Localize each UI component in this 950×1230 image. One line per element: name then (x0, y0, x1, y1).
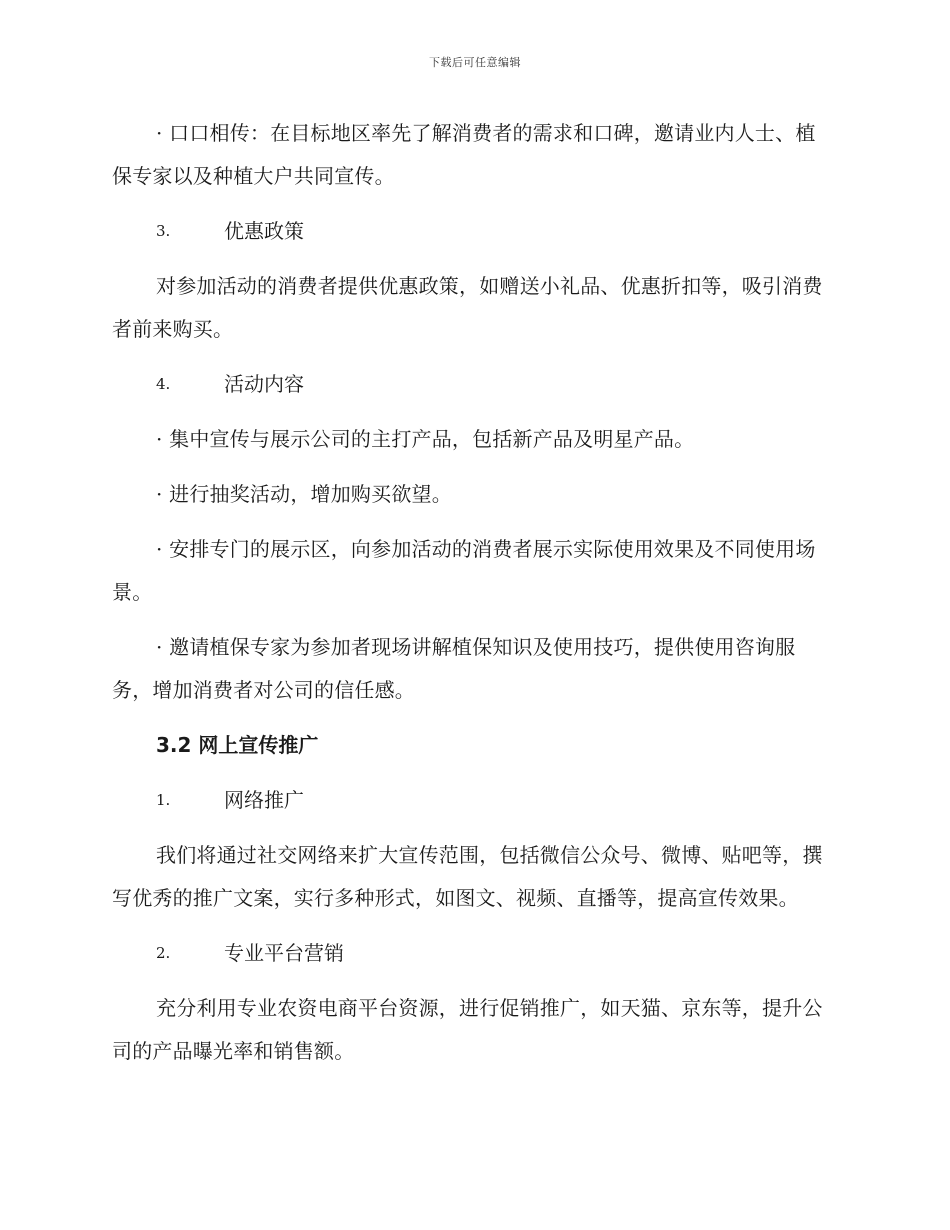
paragraph-expert-lecture: · 邀请植保专家为参加者现场讲解植保知识及使用技巧，提供使用咨询服务，增加消费者对公司的信任感。 (112, 635, 796, 702)
section-heading-online-promotion: 3.2 网上宣传推广 (156, 733, 319, 757)
document-body (112, 112, 832, 1085)
paragraph-display-area: · 安排专门的展示区，向参加活动的消费者展示实际使用效果及不同使用场景。 (112, 537, 816, 604)
item-number: 1. (156, 791, 171, 809)
paragraph-promotion-policy: 对参加活动的消费者提供优惠政策，如赠送小礼品、优惠折扣等，吸引消费者前来购买。 (112, 274, 823, 341)
item-number: 3. (156, 222, 171, 240)
item-number: 2. (156, 944, 171, 962)
paragraph-word-of-mouth: · 口口相传：在目标地区率先了解消费者的需求和口碑，邀请业内人士、植保专家以及种植大户共同宣传。 (112, 121, 816, 188)
paragraph-ecommerce-platform: 充分利用专业农资电商平台资源，进行促销推广，如天猫、京东等，提升公司的产品曝光率和销售额。 (112, 996, 823, 1063)
item-number: 4. (156, 375, 171, 393)
item-title: 网络推广 (224, 788, 304, 812)
item-title: 专业平台营销 (224, 941, 344, 965)
numbered-heading-activity-content (112, 363, 832, 406)
numbered-heading-promotion-policy (112, 210, 832, 253)
item-title: 活动内容 (224, 372, 304, 396)
paragraph-lottery: · 进行抽奖活动，增加购买欲望。 (156, 482, 452, 506)
item-title: 优惠政策 (224, 219, 304, 243)
page-header: 下载后可任意编辑 (429, 56, 521, 69)
paragraph-showcase-products: · 集中宣传与展示公司的主打产品，包括新产品及明星产品。 (156, 427, 695, 451)
numbered-heading-platform-marketing (112, 932, 832, 975)
numbered-heading-online-promotion (112, 779, 832, 822)
paragraph-social-network: 我们将通过社交网络来扩大宣传范围，包括微信公众号、微博、贴吧等，撰写优秀的推广文案，实行多种形式，如图文、视频、直播等，提高宣传效果。 (112, 843, 823, 910)
